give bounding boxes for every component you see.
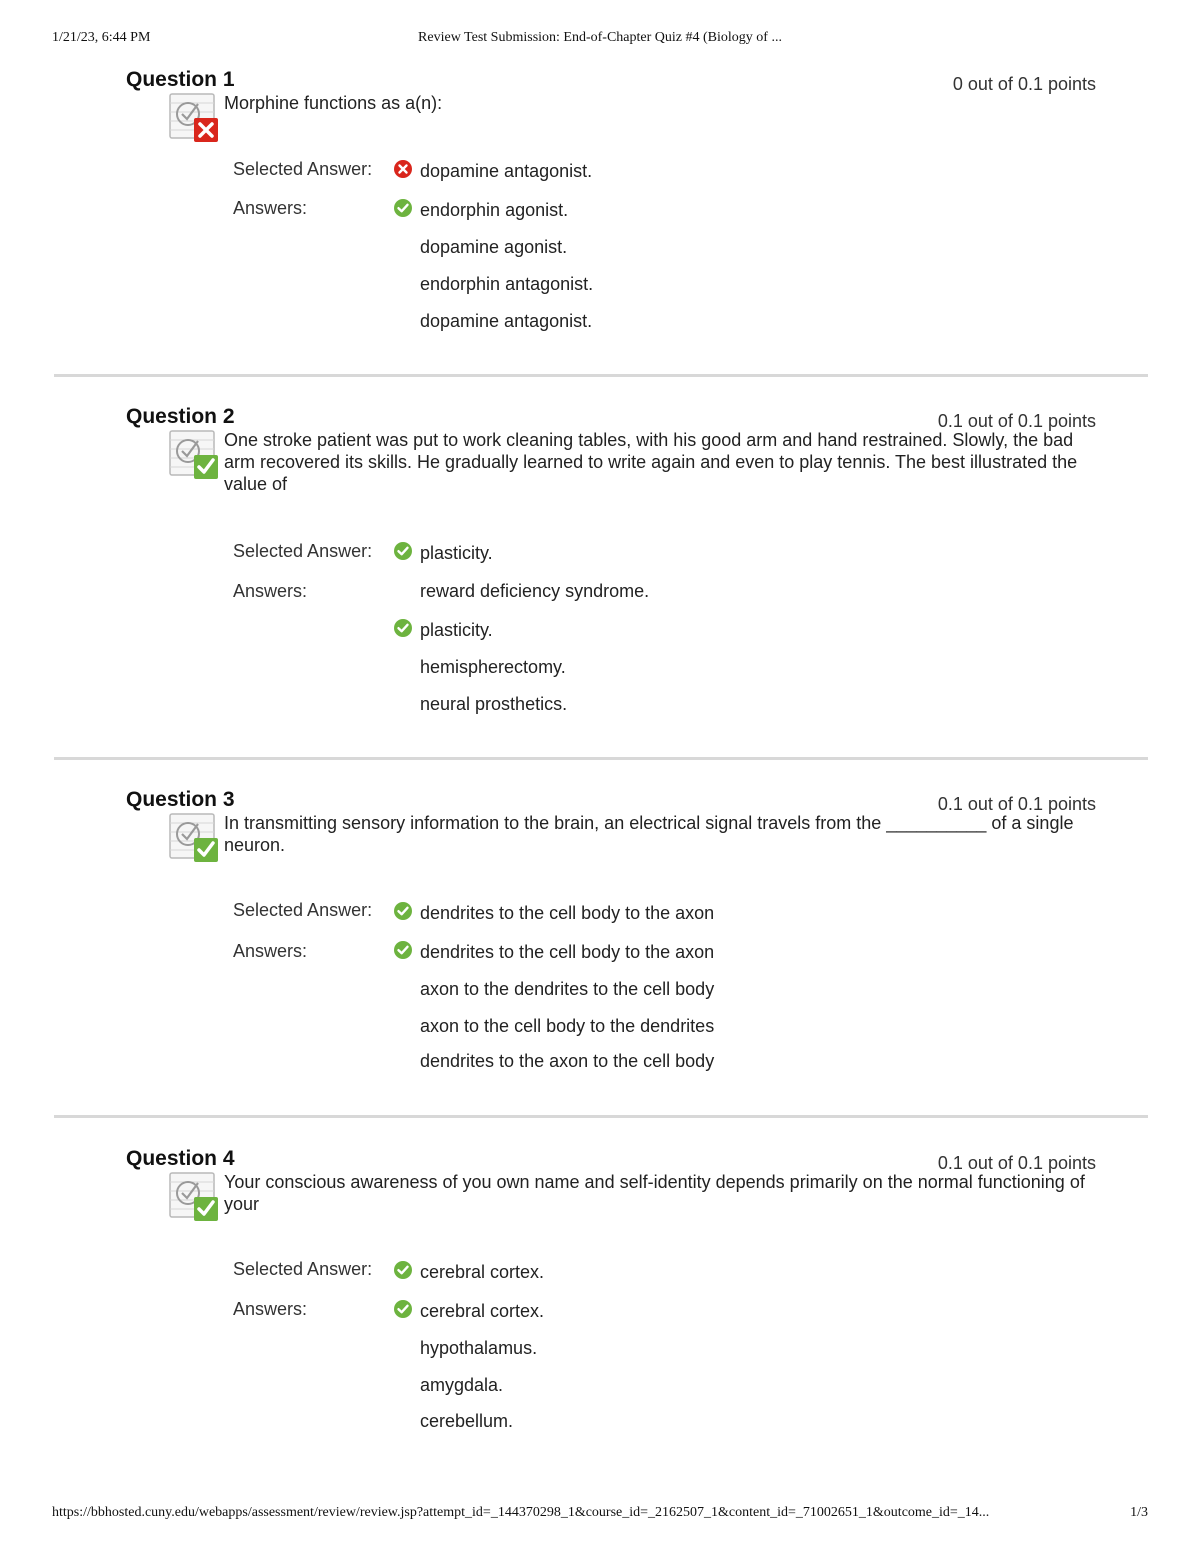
- selected-answer-value: dopamine antagonist.: [420, 161, 593, 181]
- question-points: 0 out of 0.1 points: [952, 74, 1096, 94]
- answer-option: endorphin agonist.: [420, 200, 569, 220]
- print-title: Review Test Submission: End-of-Chapter Quiz #4 (Biology of ...: [418, 30, 782, 45]
- answers-label: Answers:: [233, 581, 308, 601]
- correct-icon: [393, 1260, 413, 1280]
- answers-label: Answers:: [233, 198, 308, 218]
- answers-label: Answers:: [233, 1299, 308, 1319]
- incorrect-icon: [393, 159, 413, 179]
- selected-answer-label: Selected Answer:: [233, 900, 373, 920]
- correct-question-icon: [168, 1171, 220, 1223]
- answer-option: neural prosthetics.: [420, 694, 568, 714]
- question-points: 0.1 out of 0.1 points: [937, 1153, 1096, 1173]
- answer-option: cerebral cortex.: [420, 1301, 545, 1321]
- answer-option: dendrites to the cell body to the axon: [420, 942, 715, 962]
- question-divider: [54, 1115, 1148, 1118]
- correct-question-icon: [168, 812, 220, 864]
- answer-option: dendrites to the axon to the cell body: [420, 1051, 715, 1071]
- question-title: Question 3: [126, 788, 235, 811]
- selected-answer-label: Selected Answer:: [233, 1259, 373, 1279]
- print-datetime: 1/21/23, 6:44 PM: [52, 30, 151, 45]
- answers-label: Answers:: [233, 941, 308, 961]
- print-footer: [52, 1505, 1148, 1523]
- question-divider: [54, 374, 1148, 377]
- incorrect-question-icon: [168, 92, 220, 144]
- correct-icon: [393, 901, 413, 921]
- selected-answer-value: plasticity.: [420, 543, 493, 563]
- question-text: One stroke patient was put to work cleaning tables, with his good arm and hand restrained. Slowly, the bad arm recovered its skills. He gradually learned to write again and even to play tennis. The best illustrated the value of: [224, 430, 1078, 494]
- page-url: https://bbhosted.cuny.edu/webapps/assessment/review/review.jsp?attempt_id=_144370298_1&course_id=_2162507_1&content_id=_71002651_1&outcome_id=_14...: [52, 1505, 990, 1520]
- selected-answer-value: cerebral cortex.: [420, 1262, 545, 1282]
- selected-answer-label: Selected Answer:: [233, 159, 373, 179]
- correct-icon: [393, 940, 413, 960]
- answer-option: plasticity.: [420, 620, 493, 640]
- question-text: In transmitting sensory information to the brain, an electrical signal travels from the __________ of a single neuron.: [224, 813, 1074, 855]
- answer-option: reward deficiency syndrome.: [420, 581, 650, 601]
- answer-option: axon to the dendrites to the cell body: [420, 979, 715, 999]
- selected-answer-value: dendrites to the cell body to the axon: [420, 903, 715, 923]
- answer-option: cerebellum.: [420, 1411, 514, 1431]
- answer-option: axon to the cell body to the dendrites: [420, 1016, 715, 1036]
- print-header: [52, 30, 1148, 48]
- correct-icon: [393, 541, 413, 561]
- answer-option: endorphin antagonist.: [420, 274, 594, 294]
- question-points: 0.1 out of 0.1 points: [937, 794, 1096, 814]
- question-title: Question 4: [126, 1147, 235, 1170]
- correct-question-icon: [168, 429, 220, 481]
- answer-option: dopamine agonist.: [420, 237, 568, 257]
- question-text: Your conscious awareness of you own name and self-identity depends primarily on the normal functioning of your: [224, 1172, 1085, 1214]
- question-points: 0.1 out of 0.1 points: [937, 411, 1096, 431]
- page-number: 1/3: [1130, 1505, 1148, 1520]
- question-text: Morphine functions as a(n):: [224, 93, 443, 113]
- question-title: Question 2: [126, 405, 235, 428]
- answer-option: hemispherectomy.: [420, 657, 566, 677]
- correct-icon: [393, 1299, 413, 1319]
- correct-icon: [393, 198, 413, 218]
- answer-option: dopamine antagonist.: [420, 311, 593, 331]
- question-divider: [54, 757, 1148, 760]
- answer-option: amygdala.: [420, 1375, 504, 1395]
- selected-answer-label: Selected Answer:: [233, 541, 373, 561]
- correct-icon: [393, 618, 413, 638]
- answer-option: hypothalamus.: [420, 1338, 538, 1358]
- question-title: Question 1: [126, 68, 235, 91]
